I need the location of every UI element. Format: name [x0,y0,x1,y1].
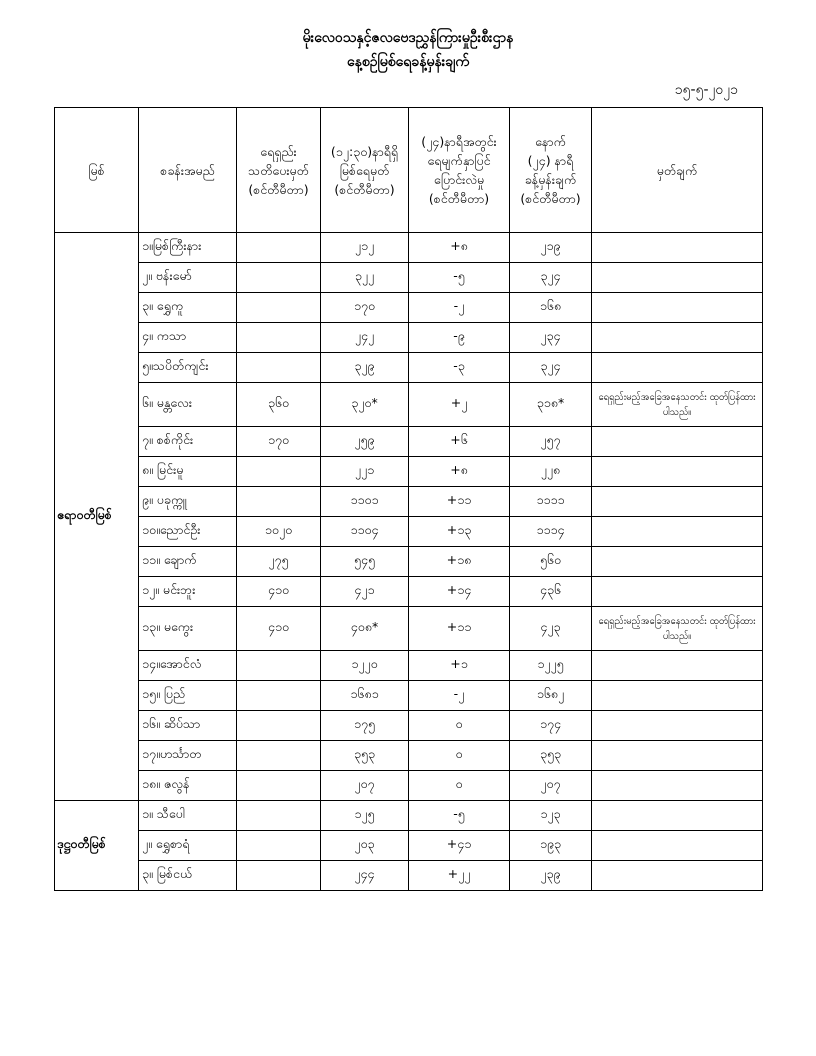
header-line: မြစ်ရေမှတ် [339,162,390,178]
remark-cell [592,547,763,577]
table-row [55,831,763,861]
station-cell: ၁၇။ဟင်္သာတ [139,741,237,771]
change-cell: -၂ [409,293,510,323]
danger-level-cell: ၁၀၂၀ [237,517,321,547]
current-level-cell: ၁၇၅ [321,711,409,741]
change-cell: ၀ [409,711,510,741]
remark-cell [592,517,763,547]
current-level-cell: ၃၂၂ [321,263,409,293]
forecast-cell: ၁၂၃ [510,801,592,831]
danger-level-cell: ၄၁၀ [237,607,321,651]
danger-level-cell [237,651,321,681]
change-cell: +၂၂ [409,861,510,891]
header-danger-level [237,108,321,233]
report-date: ၁၅-၅-၂၀၂၁ [674,82,738,98]
header-line: ရေရှည်း [260,143,297,159]
table-row [55,383,763,427]
header-forecast [510,108,592,233]
danger-level-cell [237,801,321,831]
change-cell: ၀ [409,771,510,801]
forecast-cell: ၁၁၁၁ [510,487,592,517]
current-level-cell: ၄၂၁ [321,577,409,607]
header-river: မြစ် [55,108,139,233]
header-line: သတိပေးမှတ် [248,162,309,178]
remark-cell [592,577,763,607]
forecast-cell: ၄၃၆ [510,577,592,607]
table-row [55,801,763,831]
document-subtitle: နေ့စဉ်မြစ်ရေခန့်မှန်းချက် [346,54,470,70]
danger-level-cell [237,487,321,517]
forecast-cell: ၂၃၉ [510,861,592,891]
current-level-cell: ၁၇၀ [321,293,409,323]
current-level-cell: ၂၂၁ [321,457,409,487]
danger-level-cell [237,263,321,293]
current-level-cell: ၁၂၂၀ [321,651,409,681]
forecast-cell: ၂၁၉ [510,233,592,263]
remark-cell [592,457,763,487]
river-name-cell: ဒုဋ္ဌဝတီမြစ် [55,801,139,891]
forecast-cell: ၄၂၃ [510,607,592,651]
change-cell: +၄၁ [409,831,510,861]
forecast-cell: ၂၀၇ [510,771,592,801]
header-line: ရေမျက်နှာပြင် [427,153,491,168]
forecast-cell: ၃၂၄ [510,263,592,293]
header-line: (စင်တီမီတာ) [248,181,309,197]
change-cell: +၁၁ [409,487,510,517]
table-row [55,651,763,681]
change-cell: ၀ [409,741,510,771]
forecast-cell: ၃၁၈* [510,383,592,427]
danger-level-cell: ၂၇၅ [237,547,321,577]
forecast-cell: ၁၂၂၅ [510,651,592,681]
current-level-cell: ၃၂၀* [321,383,409,427]
table-row [55,457,763,487]
danger-level-cell [237,323,321,353]
current-level-cell: ၁၁၀၁ [321,487,409,517]
danger-level-cell: ၃၆၀ [237,383,321,427]
forecast-table [54,107,763,891]
danger-level-cell [237,457,321,487]
header-line: (စင်တီမီတာ) [334,181,395,197]
change-cell: +၁ [409,651,510,681]
station-cell: ၃။ ရွှေကူ [139,293,237,323]
change-cell: +၈ [409,233,510,263]
remark-cell [592,861,763,891]
station-cell: ၂။ ဗန်းမော် [139,263,237,293]
change-cell: +၁၃ [409,517,510,547]
change-cell: -၉ [409,323,510,353]
station-cell: ၃။ မြစ်ငယ် [139,861,237,891]
station-cell: ၆။ မန္တလေး [139,383,237,427]
forecast-cell: ၂၂၈ [510,457,592,487]
current-level-cell: ၃၂၉ [321,353,409,383]
station-cell: ၅။သပိတ်ကျင်း [139,353,237,383]
current-level-cell: ၂၀၇ [321,771,409,801]
remark-cell [592,711,763,741]
change-cell: -၅ [409,263,510,293]
remark-cell [592,263,763,293]
table-row [55,577,763,607]
danger-level-cell: ၄၁၀ [237,577,321,607]
table-row [55,607,763,651]
header-line: (၂၄)နာရီအတွင်း [421,134,497,149]
table-row [55,427,763,457]
change-cell: +၆ [409,427,510,457]
current-level-cell: ၃၅၃ [321,741,409,771]
current-level-cell: ၅၄၅ [321,547,409,577]
station-cell: ၇။ စစ်ကိုင်း [139,427,237,457]
current-level-cell: ၂၁၂ [321,233,409,263]
danger-level-cell [237,771,321,801]
station-cell: ၁၀။ညောင်ဦး [139,517,237,547]
station-cell: ၁၄။အောင်လံ [139,651,237,681]
remark-cell [592,233,763,263]
table-row [55,681,763,711]
station-cell: ၁။မြစ်ကြီးနား [139,233,237,263]
table-row [55,353,763,383]
forecast-cell: ၃၅၃ [510,741,592,771]
danger-level-cell: ၁၇၀ [237,427,321,457]
change-cell: +၁၁ [409,607,510,651]
station-cell: ၉။ ပခုက္ကူ [139,487,237,517]
header-line: ခန့်မှန်းချက် [524,172,577,187]
current-level-cell: ၂၄၂ [321,323,409,353]
station-cell: ၁၆။ ဆိပ်သာ [139,711,237,741]
current-level-cell: ၁၆၈၁ [321,681,409,711]
station-cell: ၄။ ကသာ [139,323,237,353]
table-row [55,487,763,517]
table-row [55,771,763,801]
forecast-cell: ၂၃၄ [510,323,592,353]
remark-cell [592,681,763,711]
change-cell: -၅ [409,801,510,831]
danger-level-cell [237,741,321,771]
station-cell: ၁၈။ ဇလွန် [139,771,237,801]
table-row [55,741,763,771]
danger-level-cell [237,681,321,711]
danger-level-cell [237,861,321,891]
forecast-cell: ၁၆၈၂ [510,681,592,711]
current-level-cell: ၂၀၃ [321,831,409,861]
remark-cell [592,771,763,801]
change-cell: +၂ [409,383,510,427]
header-line: (စင်တီမီတာ) [428,191,490,206]
river-name-cell: ဧရာဝတီမြစ် [55,233,139,801]
forecast-cell: ၁၁၁၄ [510,517,592,547]
danger-level-cell [237,293,321,323]
remark-cell: ရေရှည်းမည့်အခြေအနေသတင်း ထုတ်ပြန်ထားပါသည်။ [592,607,763,651]
change-cell: +၁၈ [409,547,510,577]
change-cell: -၂ [409,681,510,711]
danger-level-cell [237,233,321,263]
remark-cell [592,293,763,323]
current-level-cell: ၂၄၄ [321,861,409,891]
forecast-cell: ၁၇၄ [510,711,592,741]
table-row [55,233,763,263]
change-cell: -၃ [409,353,510,383]
remark-cell [592,353,763,383]
remark-cell: ရေရှည်းမည့်အခြေအနေသတင်း ထုတ်ပြန်ထားပါသည်။ [592,383,763,427]
header-line: (စင်တီမီတာ) [520,191,581,206]
forecast-cell: ၂၅၇ [510,427,592,457]
table-row [55,547,763,577]
table-row [55,517,763,547]
remark-cell [592,801,763,831]
station-cell: ၁၂။ မင်းဘူး [139,577,237,607]
document-title: မိုးလေဝသနှင့်ဇလဗေဒညွှန်ကြားမှုဦးစီးဌာန [302,30,514,46]
station-cell: ၈။ မြင်းမူ [139,457,237,487]
table-header-row [55,108,763,233]
danger-level-cell [237,711,321,741]
header-line: ပြောင်းလဲမှု [433,172,485,187]
current-level-cell: ၁၁၀၄ [321,517,409,547]
change-cell: +၁၄ [409,577,510,607]
header-change [409,108,510,233]
change-cell: +၈ [409,457,510,487]
header-line: နောက် [535,134,566,149]
station-cell: ၁၅။ ပြည် [139,681,237,711]
table-row [55,323,763,353]
current-level-cell: ၄၀၈* [321,607,409,651]
current-level-cell: ၂၅၉ [321,427,409,457]
remark-cell [592,741,763,771]
remark-cell [592,487,763,517]
table-row [55,711,763,741]
remark-cell [592,831,763,861]
forecast-cell: ၁၉၃ [510,831,592,861]
table-row [55,861,763,891]
remark-cell [592,323,763,353]
forecast-cell: ၁၆၈ [510,293,592,323]
table-body [55,233,763,891]
header-remark: မှတ်ချက် [592,108,763,233]
station-cell: ၁၁။ ချောက် [139,547,237,577]
header-station: စခန်းအမည် [139,108,237,233]
table-row [55,263,763,293]
forecast-cell: ၅၆၀ [510,547,592,577]
station-cell: ၂။ ရွှေစာရံ [139,831,237,861]
station-cell: ၁။ သီပေါ [139,801,237,831]
current-level-cell: ၁၂၅ [321,801,409,831]
header-line: (၁၂:၃၀)နာရီရှိ [330,143,399,159]
danger-level-cell [237,353,321,383]
remark-cell [592,427,763,457]
header-line: (၂၄) နာရီ [527,153,574,168]
header-current-level [321,108,409,233]
forecast-cell: ၃၂၄ [510,353,592,383]
station-cell: ၁၃။ မကွေး [139,607,237,651]
remark-cell [592,651,763,681]
danger-level-cell [237,831,321,861]
table-row [55,293,763,323]
